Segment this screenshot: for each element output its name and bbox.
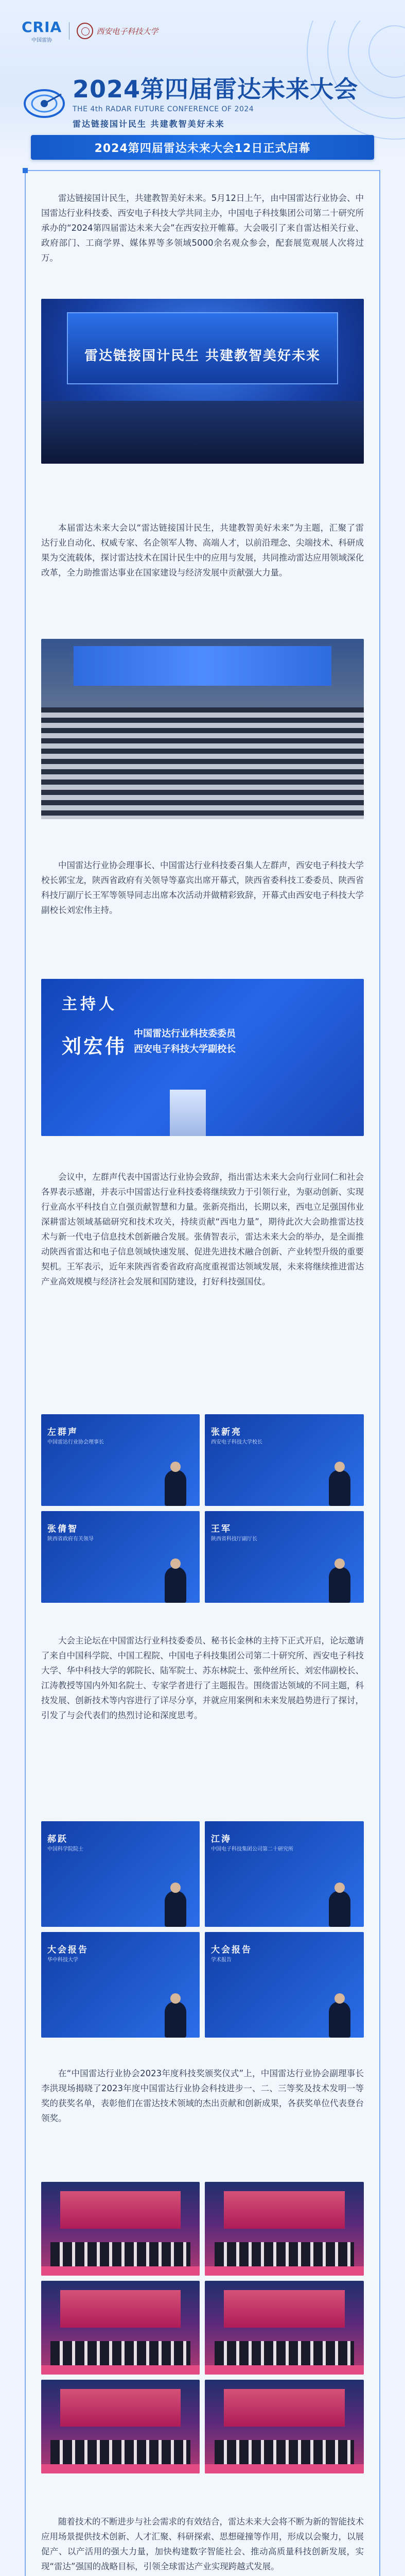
- title-chinese: 2024第四届雷达未来大会: [73, 75, 359, 103]
- award-stage-floor: [41, 2266, 200, 2276]
- speaker-figure: [329, 1891, 350, 1927]
- article-paragraph: 雷达链接国计民生，共建教智美好未来。5月12日上午，由中国雷达行业协会、中国雷达行业科技委、西安电子科技大学共同主办，中国电子科技集团公司第二十研究所承办的“2024第四届雷达未来大会”在西安拉开帷幕。大会吸引了来自雷达相关行业、政府部门、工商学界、媒体界等多领域5000余名观众参会，配套展览观展人次将过万。: [41, 193, 364, 263]
- forum-speaker-photo: [205, 1821, 364, 1927]
- award-screen: [60, 2290, 181, 2328]
- audience-photo: [41, 639, 364, 819]
- headline-text: 2024第四届雷达未来大会12日正式启幕: [94, 142, 311, 155]
- speaker-name: 张倩智: [47, 1524, 78, 1534]
- award-screen: [224, 2290, 345, 2328]
- award-ceremony-photo: [205, 2182, 364, 2276]
- speaker-title: 中国电子科技集团公司第二十研究所: [211, 1846, 293, 1852]
- award-ceremony-photo: [41, 2182, 200, 2276]
- award-stage-floor: [41, 2464, 200, 2473]
- article-paragraph: 本届雷达未来大会以“雷达链接国计民生，共建教智美好未来”为主题，汇聚了雷达行业自动化、权威专家、名企领军人物、高端人才，以前沿理念、尖端技术、科研成果为交流载体，探讨雷达技术在国计民生中的应用与发展，共同推动雷达应用领域深化改革，全力助推雷达事业在国家建设与经济发展中贡献强大力量。: [41, 523, 364, 578]
- audience-seat-rows: [41, 707, 364, 819]
- article-paragraph: 会议中，左群声代表中国雷达行业协会致辞，指出雷达未来大会向行业同仁和社会各界表示感谢，并表示中国雷达行业科技委将继续致力于引领行业，为驱动创新、实现行业高水平科技自立自强贡献智慧和力量。张新亮指出，长期以来，西电立足强国伟业深耕雷达领域基础研究和技术攻关，持续贡献“西电力量”，期待此次大会助推雷达技术与新一代电子信息技术创新融合发展。张倩智表示，雷达未来大会的举办，是全面推动陕西省雷达和电子信息领域快速发展、促进先进技术融合创新、产业转型升级的重要契机。王军表示，近年来陕西省委省政府高度重视雷达领域发展，未来将继续推进雷达产业高效规模与经济社会发展和国防建设，打好科技强国仗。: [41, 1172, 364, 1286]
- speaker-photo: [41, 1414, 200, 1506]
- host-label: 主持人: [62, 995, 117, 1013]
- university-seal-icon: [77, 23, 93, 39]
- title-slogan: 雷达链接国计民生 共建教智美好未来: [73, 119, 225, 129]
- university-logo: [77, 23, 158, 39]
- host-photo: [41, 979, 364, 1136]
- award-stage-floor: [205, 2365, 364, 2375]
- award-recipients: [215, 2341, 355, 2365]
- article-paragraph: 中国雷达行业协会理事长、中国雷达行业科技委召集人左群声，西安电子科技大学校长郭宝龙，陕西省政府有关领导等嘉宾出席开幕式，陕西省委科技工委委员、陕西省科技厅副厅长王军等领导同志出席本次活动并做精彩致辞，开幕式由西安电子科技大学副校长刘宏伟主持。: [41, 860, 364, 915]
- speaker-name: 左群声: [47, 1427, 78, 1437]
- stage-screen-text: 雷达链接国计民生 共建教智美好未来: [84, 348, 321, 364]
- speaker-title: 中国科学院院士: [47, 1846, 83, 1852]
- speaker-title: 西安电子科技大学校长: [211, 1439, 262, 1445]
- forum-speaker-photo: [41, 1932, 200, 2038]
- speaker-photo: [41, 1511, 200, 1603]
- audience-stage-screens: [74, 646, 332, 686]
- award-ceremony-photo: [41, 2281, 200, 2375]
- host-title-line1: 中国雷达行业科技委委员: [134, 1028, 236, 1039]
- award-ceremony-photo: [205, 2281, 364, 2375]
- speaker-name: 大会报告: [47, 1945, 89, 1955]
- cria-logo-sub: 中国雷协: [31, 38, 52, 43]
- speaker-name: 张新亮: [211, 1427, 242, 1437]
- article-paragraph: 在“中国雷达行业协会2023年度科技奖颁奖仪式”上，中国雷达行业协会副理事长李洪现场揭晓了2023年度中国雷达行业协会科技进步一、二、三等奖及技术发明一等奖的获奖名单，表彰他们在雷达技术领域的杰出贡献和创新成果，各获奖单位代表登台领奖。: [41, 2069, 364, 2123]
- speaker-figure: [165, 1470, 186, 1506]
- stage-floor: [41, 401, 364, 464]
- speaker-name: 大会报告: [211, 1945, 252, 1955]
- radar-logo-icon: [23, 87, 65, 120]
- speaker-photo: [205, 1414, 364, 1506]
- cria-logo-text: CRIA: [22, 19, 62, 36]
- university-name: 西安电子科技大学: [96, 26, 159, 36]
- award-ceremony-photo: [41, 2380, 200, 2473]
- speaker-name: 王军: [211, 1524, 232, 1534]
- speaker-title: 陕西省政府有关领导: [47, 1536, 94, 1542]
- award-stage-floor: [205, 2266, 364, 2276]
- speaker-photo: [205, 1511, 364, 1603]
- host-title: [134, 1026, 236, 1057]
- award-recipients: [50, 2341, 190, 2365]
- speaker-figure: [165, 2002, 186, 2038]
- podium: [170, 1090, 206, 1136]
- speaker-title: 陕西省科技厅副厅长: [211, 1536, 257, 1542]
- award-ceremony-photo: [205, 2380, 364, 2473]
- speaker-figure: [165, 1891, 186, 1927]
- speaker-name: 郝跃: [47, 1834, 68, 1844]
- speaker-figure: [329, 1470, 350, 1506]
- speaker-title: 华中科技大学: [47, 1957, 78, 1963]
- award-screen: [224, 2191, 345, 2229]
- host-title-line2: 西安电子科技大学副校长: [134, 1044, 236, 1055]
- award-stage-floor: [41, 2365, 200, 2375]
- cria-logo: [22, 19, 62, 43]
- award-stage-floor: [205, 2464, 364, 2473]
- award-recipients: [50, 2242, 190, 2266]
- speaker-title: 中国雷达行业协会理事长: [47, 1439, 104, 1445]
- speaker-figure: [329, 1567, 350, 1603]
- forum-speaker-photo: [205, 1932, 364, 2038]
- speaker-name: 江涛: [211, 1834, 232, 1844]
- award-recipients: [215, 2242, 355, 2266]
- header-logos: [22, 19, 158, 43]
- title-english: THE 4th RADAR FUTURE CONFERENCE OF 2024: [73, 105, 254, 113]
- forum-speaker-photo: [41, 1821, 200, 1927]
- host-name: 刘宏伟: [62, 1035, 127, 1058]
- speaker-figure: [165, 1567, 186, 1603]
- article-paragraph: 大会主论坛在中国雷达行业科技委委员、秘书长金林的主持下正式开启，论坛邀请了来自中国科学院、中国工程院、中国电子科技集团公司第二十研究所、西安电子科技大学、华中科技大学的郭院长、陆军院士、苏东林院士、张仲丝所长、刘宏伟副校长、江涛教授等国内外知名院士、专家学者进行了主题报告。围绕雷达领域的不同主题，科技发展、创新技术等内容进行了详尽分享，并就应用案例和未来发展趋势进行了探讨，引发了与会代表们的热烈讨论和深度思考。: [41, 1636, 364, 1720]
- conference-title: [23, 77, 358, 129]
- award-screen: [60, 2191, 181, 2229]
- opening-ceremony-photo: [41, 299, 364, 464]
- award-screen: [224, 2389, 345, 2427]
- speaker-figure: [329, 2002, 350, 2038]
- article-paragraph: 随着技术的不断进步与社会需求的有效结合，雷达未来大会将不断为新的智能技术应用场景提供技术创新、人才汇聚、科研探索、思想碰撞等作用，形成以会聚力，以展促产、以产活用的强大力量，加快构建数字智能社会、推动高质量科技创新发展，实现“雷达”强国的战略目标，引领全球雷达产业实现跨越式发展。: [41, 2517, 364, 2571]
- speaker-title: 学术报告: [211, 1957, 232, 1963]
- headline-banner: [31, 135, 374, 160]
- award-recipients: [215, 2440, 355, 2464]
- page-header: [0, 0, 405, 157]
- award-recipients: [50, 2440, 190, 2464]
- award-screen: [60, 2389, 181, 2427]
